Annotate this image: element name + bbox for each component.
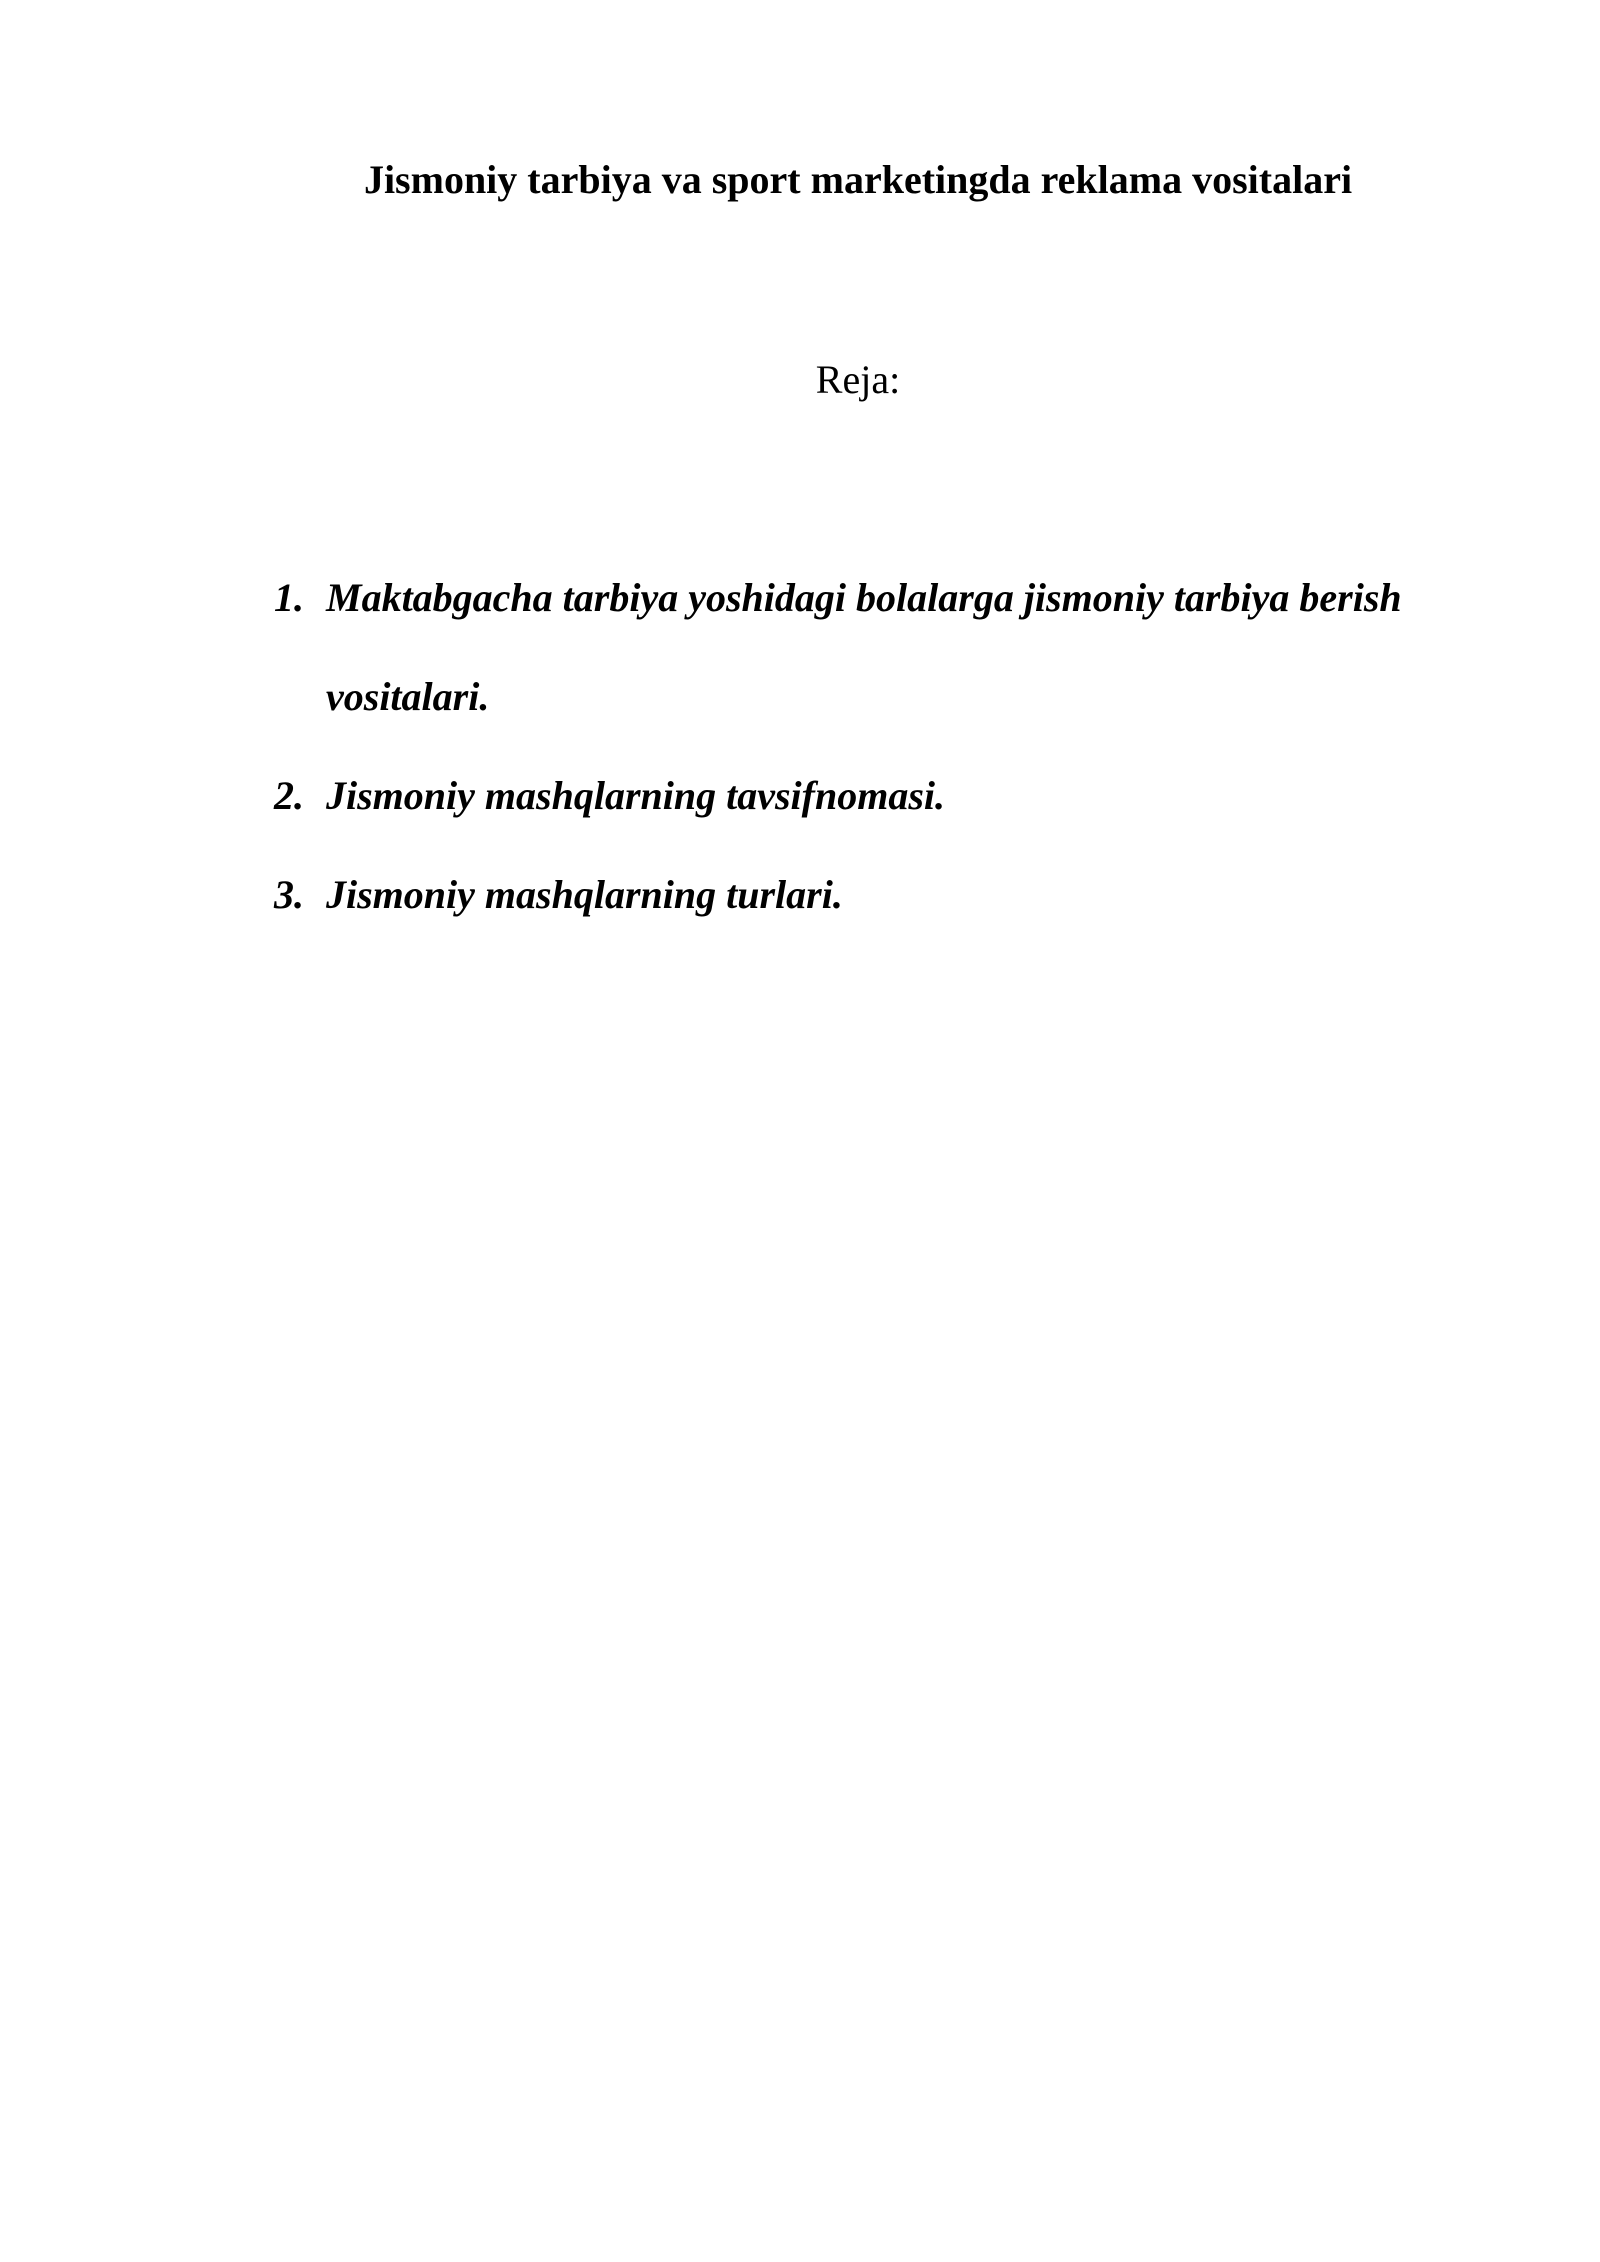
plan-item — [274, 746, 1514, 845]
plan-heading: Reja: — [815, 357, 901, 402]
plan-item-text: Maktabgacha tarbiya yoshidagi bolalarga jismoniy tarbiya berish vositalari. — [326, 575, 1402, 719]
document-title: Jismoniy tarbiya va sport marketingda reklama vositalari — [363, 157, 1353, 202]
plan-item-text: Jismoniy mashqlarning turlari. — [326, 872, 843, 917]
plan-item-number: 2. — [274, 773, 304, 818]
plan-item — [274, 845, 1514, 944]
plan-list — [274, 548, 1514, 944]
plan-item-number: 3. — [274, 872, 304, 917]
plan-item-number: 1. — [274, 575, 304, 620]
plan-item — [274, 548, 1514, 746]
plan-item-text: Jismoniy mashqlarning tavsifnomasi. — [326, 773, 946, 818]
